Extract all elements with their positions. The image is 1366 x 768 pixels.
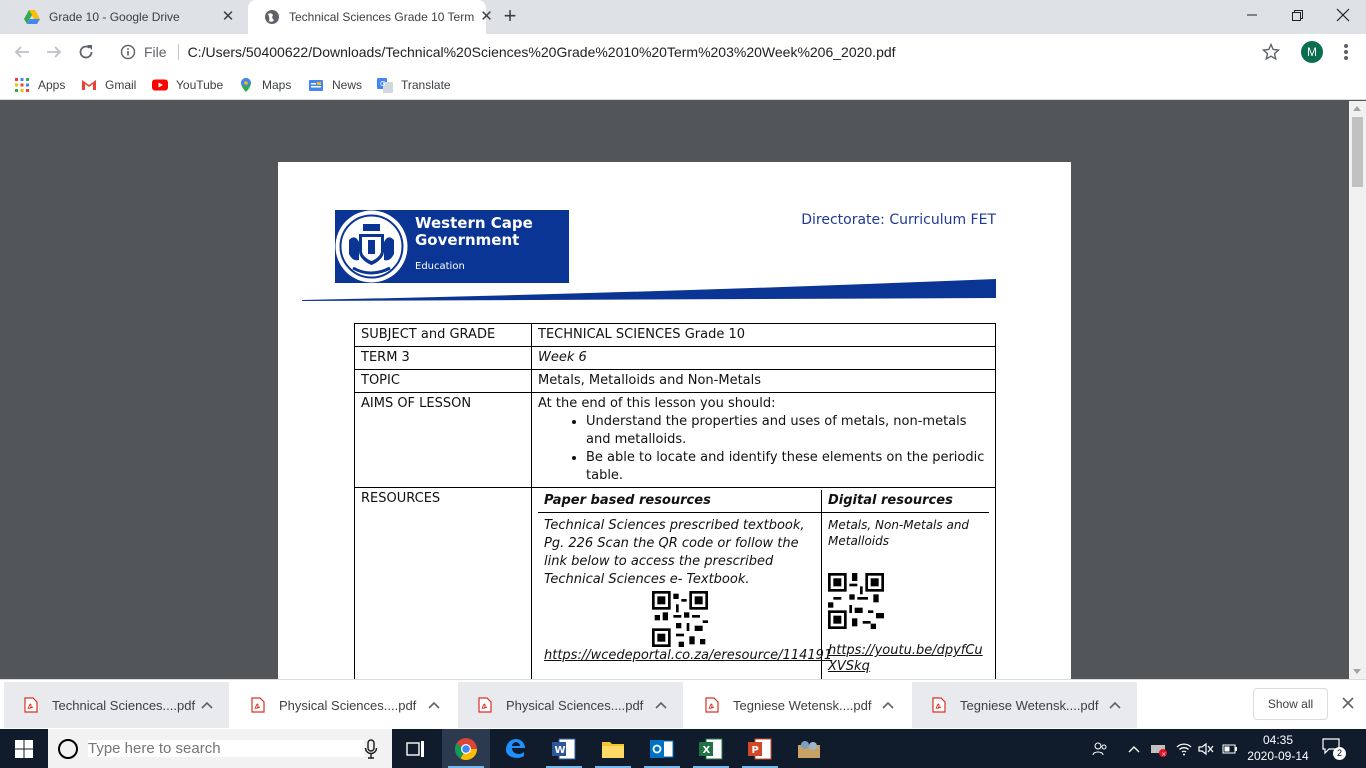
digital-resources-text: Metals, Non-Metals and Metalloids [828, 518, 970, 548]
close-tab-icon[interactable]: ✕ [221, 8, 235, 25]
viewer-scrollbar[interactable] [1349, 101, 1366, 679]
aims-intro: At the end of this lesson you should: [538, 396, 776, 411]
people-icon [1092, 741, 1108, 757]
scroll-down-icon[interactable] [1353, 669, 1361, 674]
taskbar-edge[interactable] [491, 729, 539, 768]
bookmark-star-icon[interactable] [1262, 43, 1280, 61]
volume-muted-icon [1198, 742, 1214, 756]
scroll-up-icon[interactable] [1353, 106, 1361, 111]
powerpoint-icon [748, 738, 772, 760]
new-tab-button[interactable]: + [503, 3, 517, 28]
directorate-heading: Directorate: Curriculum FET [801, 212, 996, 228]
restore-button[interactable] [1274, 0, 1320, 30]
word-icon [552, 738, 576, 760]
restore-icon [1292, 10, 1303, 21]
row-label: TERM 3 [355, 347, 532, 370]
action-center-button[interactable] [1322, 738, 1344, 760]
profile-avatar[interactable]: M [1301, 41, 1323, 63]
task-view-icon [406, 740, 426, 758]
table-row [355, 393, 996, 488]
search-input[interactable] [88, 740, 364, 757]
bookmark-news[interactable] [308, 76, 362, 94]
apps-grid-icon [14, 77, 30, 93]
bookmark-apps[interactable] [14, 76, 65, 94]
chrome-icon [454, 737, 478, 761]
clock-date: 2020-09-14 [1247, 749, 1309, 763]
show-all-button[interactable]: Show all [1253, 688, 1328, 720]
gmail-icon [81, 77, 97, 93]
start-button[interactable] [0, 729, 48, 768]
digital-resources [822, 513, 989, 693]
paper-resources-text: Technical Sciences prescribed textbook, Pg. 226 Scan the QR code or follow the link below to access the prescribed Technical Sciences e- Textbook. [544, 518, 805, 587]
bookmark-maps[interactable] [238, 76, 291, 94]
download-filename: Tegniese Wetensk....pdf [733, 697, 872, 713]
download-item[interactable] [231, 682, 456, 728]
forward-button[interactable] [42, 40, 66, 64]
aims-list [538, 413, 989, 485]
menu-icon[interactable] [1338, 43, 1354, 61]
table-row [355, 370, 996, 393]
taskbar-search[interactable] [48, 729, 392, 768]
tab-title: Grade 10 - Google Drive [49, 10, 180, 24]
download-shelf [0, 679, 1366, 729]
browser-toolbar [0, 34, 1366, 70]
bookmark-label: Apps [38, 78, 66, 92]
edge-icon [503, 737, 527, 761]
chevron-up-icon[interactable] [881, 700, 895, 710]
svg-text:W: W [554, 744, 566, 756]
logo-subtext: Education [415, 261, 465, 272]
taskbar-excel[interactable] [687, 729, 735, 768]
tab-google-drive[interactable] [8, 0, 246, 34]
row-label: SUBJECT and GRADE [355, 324, 532, 347]
wifi-icon [1176, 742, 1192, 756]
microphone-icon[interactable] [364, 739, 378, 759]
maps-pin-icon [238, 77, 254, 93]
cortana-icon [58, 739, 78, 759]
pdf-viewer[interactable] [0, 101, 1366, 679]
folder-icon [601, 739, 625, 759]
digital-resource-link[interactable]: https://youtu.be/dpyfCuXVSkq [828, 643, 983, 674]
news-icon [308, 77, 324, 93]
table-row [355, 488, 996, 696]
download-filename: Tegniese Wetensk....pdf [960, 697, 1099, 713]
battery-icon [1222, 744, 1238, 754]
volume-tray[interactable] [1196, 729, 1216, 768]
table-row [355, 324, 996, 347]
close-shelf-icon[interactable] [1339, 694, 1357, 712]
list-item: • Understand the properties and uses of metals, non-metals and metalloids. [586, 413, 989, 449]
back-button[interactable] [10, 40, 34, 64]
row-value: Metals, Metalloids and Non-Metals [532, 370, 996, 393]
download-item[interactable] [912, 682, 1137, 728]
pdf-file-icon [24, 697, 38, 713]
download-item[interactable] [4, 682, 229, 728]
download-filename: Technical Sciences....pdf [52, 697, 196, 713]
pdf-file-icon [251, 697, 265, 713]
address-bar[interactable] [108, 37, 1288, 67]
chevron-up-icon[interactable] [1108, 700, 1122, 710]
paper-resources [538, 513, 833, 693]
chevron-up-icon[interactable] [654, 700, 668, 710]
clock-time: 04:35 [1262, 733, 1294, 747]
scroll-thumb[interactable] [1352, 117, 1363, 187]
logo-text: Western Cape Government [415, 214, 533, 249]
pdf-file-icon [478, 697, 492, 713]
svg-text:P: P [751, 744, 759, 756]
network-alert-tray[interactable] [1148, 729, 1170, 768]
people-app-icon [797, 739, 821, 759]
row-value: Week 6 [532, 347, 996, 370]
list-item: • Be able to locate and identify these elements on the periodic table. [586, 449, 989, 485]
row-value: TECHNICAL SCIENCES Grade 10 [532, 324, 996, 347]
resources-cell [532, 488, 996, 696]
wifi-tray[interactable] [1174, 729, 1194, 768]
resources-body [538, 513, 989, 693]
chevron-up-icon[interactable] [427, 700, 441, 710]
wcg-logo [335, 210, 569, 283]
paper-resource-link[interactable]: https://wcedeportal.co.za/eresource/114191 [544, 648, 833, 663]
header-swoosh [302, 279, 996, 301]
row-label: TOPIC [355, 370, 532, 393]
taskbar-outlook[interactable] [638, 729, 686, 768]
bookmark-label: Translate [401, 78, 451, 92]
lesson-table [354, 323, 996, 696]
url-scheme: File [144, 44, 167, 60]
translate-icon [377, 77, 393, 93]
tab-technical-sciences[interactable] [248, 0, 493, 34]
row-label: RESOURCES [355, 488, 532, 696]
youtube-icon [152, 77, 168, 93]
pdf-file-icon [705, 697, 719, 713]
close-icon [1337, 9, 1349, 21]
reload-button[interactable] [74, 40, 98, 64]
table-row [355, 347, 996, 370]
minimize-icon [1247, 10, 1257, 20]
minimize-button[interactable] [1229, 0, 1275, 30]
coat-of-arms-icon [335, 210, 408, 283]
bookmark-label: News [332, 78, 363, 92]
url-text[interactable]: C:/Users/50400622/Downloads/Technical%20Sciences%20Grade%2010%20Term%203%20Week%206_2020.pdf [187, 44, 896, 60]
battery-tray[interactable] [1220, 729, 1240, 768]
download-filename: Physical Sciences....pdf [279, 697, 417, 713]
url-separator [178, 44, 179, 60]
close-tab-icon[interactable]: ✕ [480, 8, 493, 25]
bookmark-label: Gmail [105, 78, 137, 92]
aims-cell [532, 393, 996, 488]
taskbar-clock[interactable] [1244, 732, 1312, 764]
show-hidden-icons[interactable] [1124, 729, 1144, 768]
paper-resources-heading: Paper based resources [538, 490, 822, 512]
bookmark-gmail[interactable] [81, 76, 136, 94]
taskbar-app[interactable] [785, 729, 833, 768]
task-view-button[interactable] [392, 729, 440, 768]
download-item[interactable] [458, 682, 683, 728]
taskbar-word[interactable] [540, 729, 588, 768]
info-icon[interactable] [120, 44, 136, 60]
svg-text:X: X [702, 744, 711, 756]
bookmark-label: YouTube [176, 78, 224, 92]
qr-code-icon [652, 591, 708, 647]
pdf-page [278, 162, 1071, 722]
globe-icon [264, 9, 280, 25]
svg-text:G: G [380, 80, 386, 88]
chevron-up-icon[interactable] [200, 700, 214, 710]
tab-title: Technical Sciences Grade 10 Term [289, 10, 475, 24]
bookmark-youtube[interactable] [152, 76, 223, 94]
resources-header [538, 490, 989, 513]
bookmark-label: Maps [262, 78, 292, 92]
windows-logo-icon [15, 740, 33, 758]
close-window-button[interactable] [1320, 0, 1366, 30]
arrow-left-icon [14, 44, 30, 60]
chevron-up-icon [1128, 745, 1140, 753]
reload-icon [78, 44, 94, 60]
qr-code-icon [828, 573, 884, 629]
download-filename: Physical Sciences....pdf [506, 697, 644, 713]
download-item[interactable] [685, 682, 910, 728]
google-drive-icon [24, 9, 40, 25]
outlook-icon [650, 738, 674, 760]
taskbar-file-explorer[interactable] [589, 729, 637, 768]
pdf-file-icon [932, 697, 946, 713]
tab-strip [0, 0, 1366, 34]
bookmark-translate[interactable] [377, 76, 451, 94]
arrow-right-icon [46, 44, 62, 60]
taskbar-chrome[interactable] [442, 729, 490, 768]
excel-icon [699, 738, 723, 760]
people-tray-icon[interactable] [1088, 729, 1112, 768]
taskbar-powerpoint[interactable] [736, 729, 784, 768]
row-label: AIMS OF LESSON [355, 393, 532, 488]
bookmarks-bar [0, 70, 1366, 100]
device-warning-icon [1150, 741, 1168, 757]
svg-text:×: × [1161, 750, 1167, 758]
notification-count: 2 [1333, 747, 1346, 760]
digital-resources-heading: Digital resources [828, 493, 953, 508]
windows-taskbar [0, 729, 1366, 768]
